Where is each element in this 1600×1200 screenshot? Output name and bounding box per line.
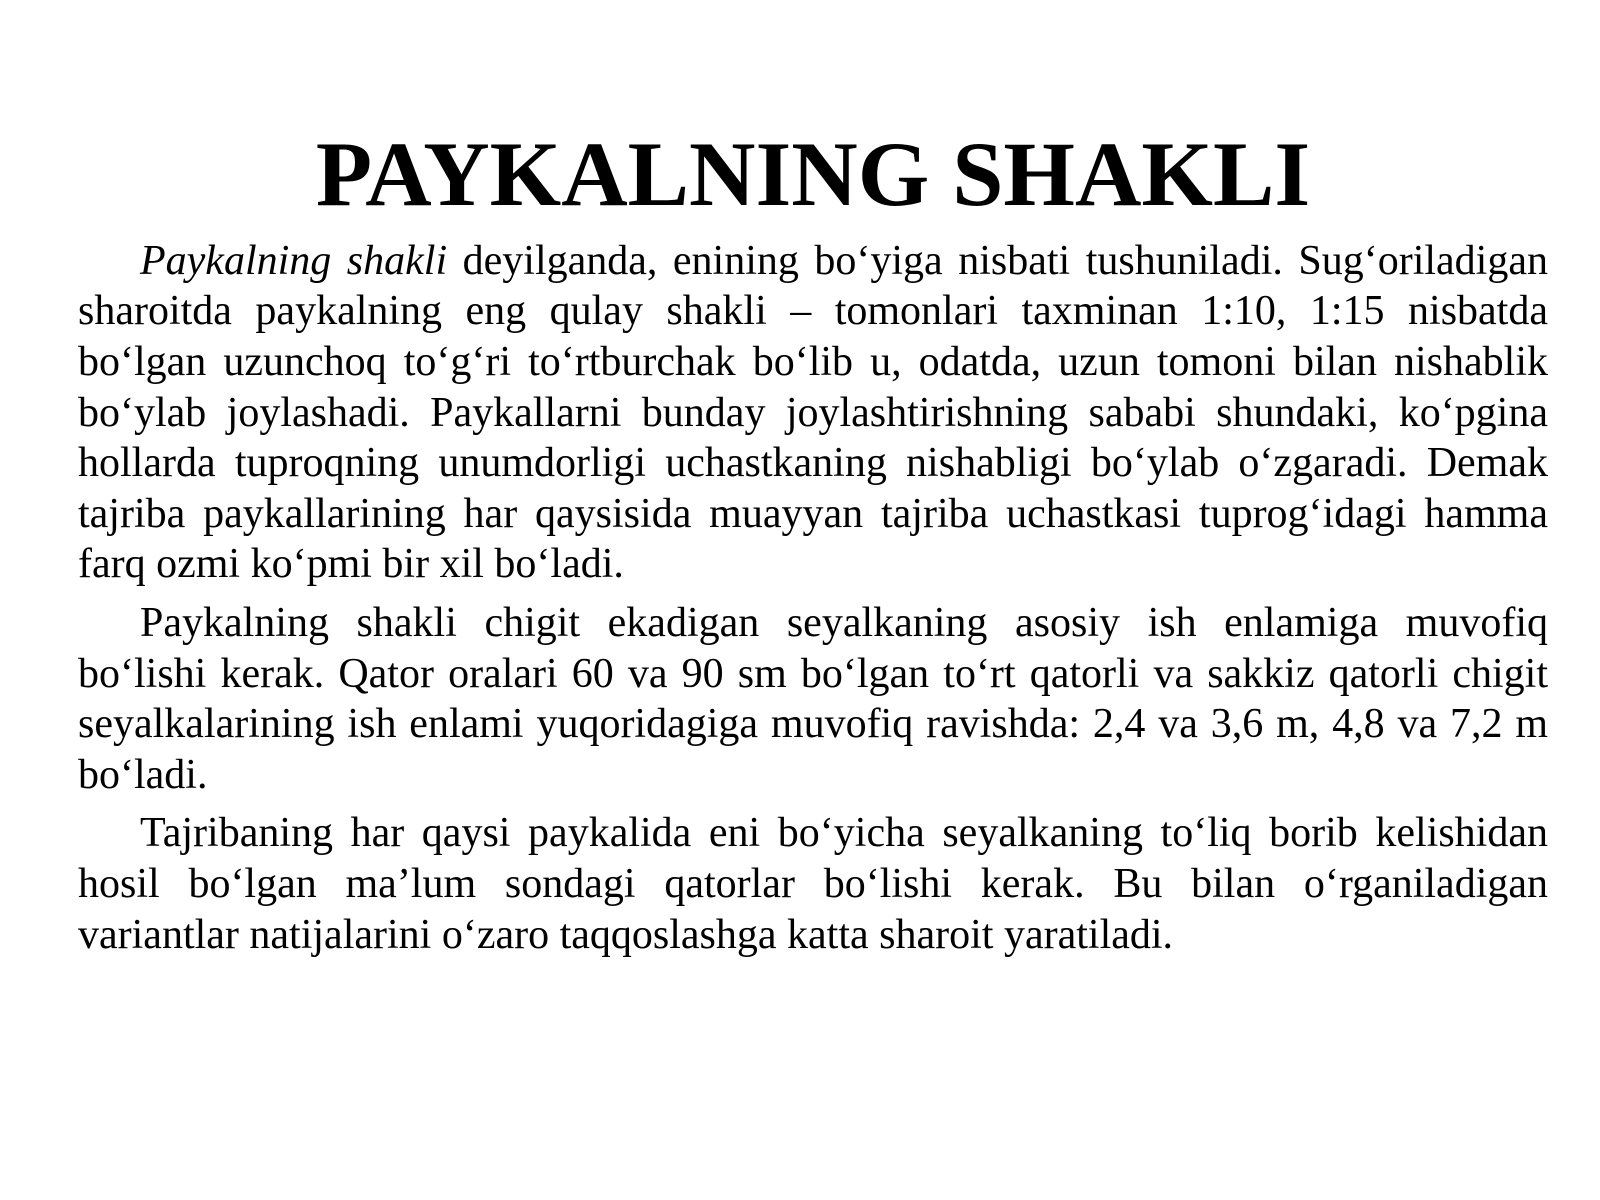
paragraph-3 bbox=[78, 808, 1548, 960]
slide-title: PAYKALNING SHAKLI bbox=[315, 123, 1311, 225]
paragraph-2-text: Paykalning shakli chigit ekadigan seyalkaning asosiy ish enlamiga muvofiq bo‘lishi kerak. Qator oralari 60 va 90 sm bo‘lgan to‘rt qatorli va sakkiz qatorli chigit seyalkalarining ish enlami yuqoridagiga muvofiq ravishda: 2,4 va 3,6 m, 4,8 va 7,2 m bo‘ladi. bbox=[78, 599, 1548, 798]
paragraph-1-text: deyilganda, enining bo‘yiga nisbati tushuniladi. Sug‘oriladigan sharoitda paykalning eng qulay shakli – tomonlari taxminan 1:10, 1:15 nisbatda bo‘lgan uzunchoq to‘g‘ri to‘rtburchak bo‘lib u, odatda, uzun tomoni bilan nishablik bo‘ylab joylashadi. Paykallarni bunday joylashtirishning sababi shundaki, ko‘pgina hollarda tuproqning unumdorligi uchastkaning nishabligi bo‘ylab o‘zgaradi. Demak tajriba paykallarining har qaysisida muayyan tajriba uchastkasi tuprog‘idagi hamma farq ozmi ko‘pmi bir xil bo‘ladi. bbox=[78, 237, 1548, 588]
paragraph-2 bbox=[78, 598, 1548, 800]
paragraph-1-italic-term: Paykalning shakli bbox=[140, 237, 448, 284]
paragraph-1 bbox=[78, 236, 1548, 590]
paragraph-3-text: Tajribaning har qaysi paykalida eni bo‘yicha seyalkaning to‘liq borib kelishidan hosil bo‘lgan ma’lum sondagi qatorlar bo‘lishi kerak. Bu bilan o‘rganiladigan variantlar natijalarini o‘zaro taqqoslashga katta sharoit yaratiladi. bbox=[78, 810, 1548, 958]
slide-body bbox=[78, 236, 1548, 960]
